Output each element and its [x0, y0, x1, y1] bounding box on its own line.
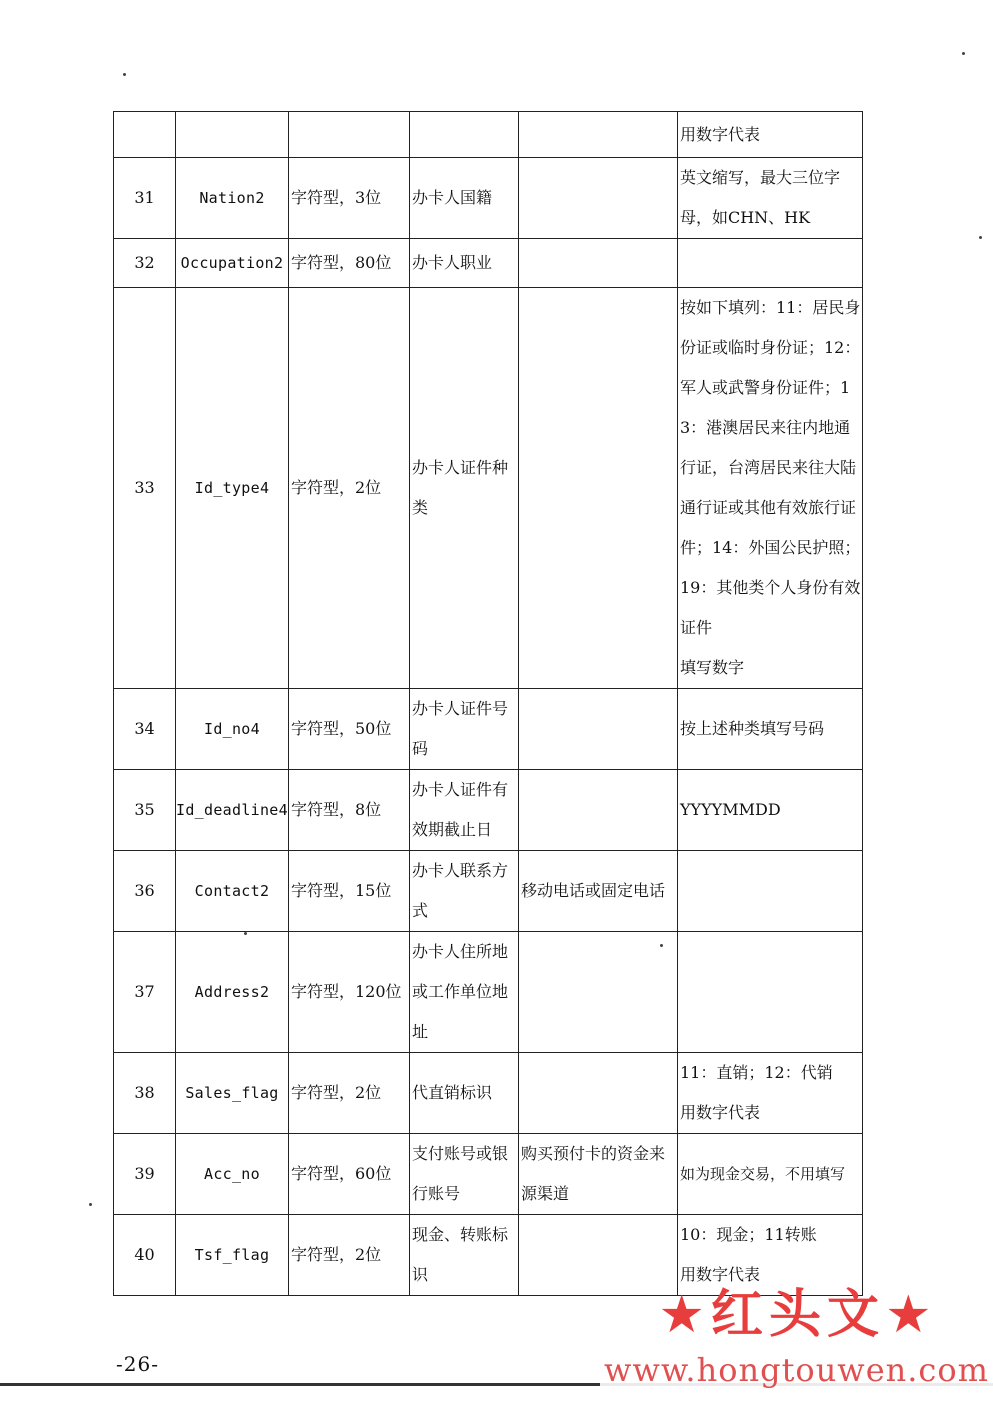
field-type: 字符型，2位 [288, 288, 409, 689]
field-description: 办卡人联系方式 [409, 851, 518, 932]
field-type: 字符型，2位 [288, 1053, 409, 1134]
scan-speck [123, 73, 126, 76]
table-row [114, 158, 863, 239]
field-note: YYYYMMDD [677, 770, 862, 851]
field-description [409, 112, 518, 158]
field-source [518, 239, 677, 288]
field-note: 按如下填列：11：居民身份证或临时身份证；12：军人或武警身份证件；13：港澳居民来往内地通行证，台湾居民来往大陆通行证或其他有效旅行证件；14：外国公民护照；19：其他类个人身份有效证件 填写数字 [677, 288, 862, 689]
scan-speck [89, 1203, 92, 1206]
scan-speck [979, 236, 982, 239]
table-row [114, 1053, 863, 1134]
field-source: 移动电话或固定电话 [518, 851, 677, 932]
field-type: 字符型，80位 [288, 239, 409, 288]
table-row [114, 288, 863, 689]
field-note: 按上述种类填写号码 [677, 689, 862, 770]
field-name: Tsf_flag [176, 1215, 289, 1296]
field-note: 用数字代表 [677, 112, 862, 158]
scan-speck [660, 944, 663, 947]
table-row [114, 1134, 863, 1215]
scan-speck [244, 932, 247, 935]
table-row [114, 932, 863, 1053]
field-description: 办卡人国籍 [409, 158, 518, 239]
field-description: 办卡人住所地或工作单位地址 [409, 932, 518, 1053]
row-number: 31 [114, 158, 176, 239]
watermark-title: ★红头文★ [658, 1285, 938, 1345]
row-number: 33 [114, 288, 176, 689]
field-name: Contact2 [176, 851, 289, 932]
field-name [176, 112, 289, 158]
table-row [114, 112, 863, 158]
field-name: Acc_no [176, 1134, 289, 1215]
watermark-url: www.hongtouwen.com [600, 1350, 993, 1390]
field-note: 如为现金交易，不用填写 [677, 1134, 862, 1215]
field-source [518, 112, 677, 158]
field-name: Id_deadline4 [176, 770, 289, 851]
table-row [114, 770, 863, 851]
row-number: 34 [114, 689, 176, 770]
field-type: 字符型，15位 [288, 851, 409, 932]
field-description: 支付账号或银行账号 [409, 1134, 518, 1215]
field-type: 字符型，8位 [288, 770, 409, 851]
field-note [677, 851, 862, 932]
field-name: Id_no4 [176, 689, 289, 770]
field-source: 购买预付卡的资金来源渠道 [518, 1134, 677, 1215]
field-name: Id_type4 [176, 288, 289, 689]
field-type: 字符型，3位 [288, 158, 409, 239]
field-type: 字符型，120位 [288, 932, 409, 1053]
table-row [114, 689, 863, 770]
field-type [288, 112, 409, 158]
row-number: 37 [114, 932, 176, 1053]
field-description: 办卡人证件号码 [409, 689, 518, 770]
field-source [518, 770, 677, 851]
row-number: 38 [114, 1053, 176, 1134]
field-type: 字符型，60位 [288, 1134, 409, 1215]
table-row [114, 851, 863, 932]
field-source [518, 689, 677, 770]
page-number: -26- [116, 1352, 159, 1376]
field-type: 字符型，2位 [288, 1215, 409, 1296]
field-name: Sales_flag [176, 1053, 289, 1134]
field-source [518, 1053, 677, 1134]
field-source [518, 932, 677, 1053]
field-source [518, 158, 677, 239]
field-note: 11：直销；12：代销 用数字代表 [677, 1053, 862, 1134]
table-row [114, 239, 863, 288]
table-body [114, 112, 863, 1296]
row-number: 39 [114, 1134, 176, 1215]
field-description: 办卡人职业 [409, 239, 518, 288]
field-definition-table [113, 111, 863, 1296]
scan-speck [962, 52, 965, 55]
field-name: Occupation2 [176, 239, 289, 288]
row-number: 40 [114, 1215, 176, 1296]
field-note: 英文缩写，最大三位字母，如CHN、HK [677, 158, 862, 239]
row-number: 35 [114, 770, 176, 851]
field-name: Nation2 [176, 158, 289, 239]
field-description: 代直销标识 [409, 1053, 518, 1134]
field-name: Address2 [176, 932, 289, 1053]
row-number: 32 [114, 239, 176, 288]
field-description: 办卡人证件有效期截止日 [409, 770, 518, 851]
row-number [114, 112, 176, 158]
field-note [677, 932, 862, 1053]
field-description: 办卡人证件种类 [409, 288, 518, 689]
row-number: 36 [114, 851, 176, 932]
field-note [677, 239, 862, 288]
field-source [518, 288, 677, 689]
field-description: 现金、转账标识 [409, 1215, 518, 1296]
field-type: 字符型，50位 [288, 689, 409, 770]
field-note: 10：现金；11转账 用数字代表 [677, 1215, 862, 1296]
